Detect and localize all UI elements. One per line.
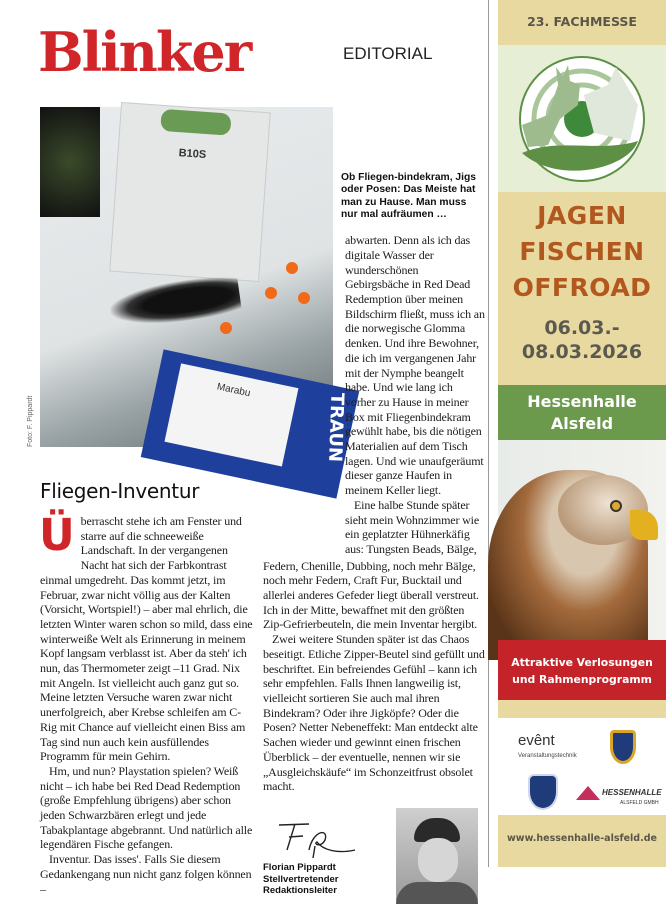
section-label: EDITORIAL [343,44,433,63]
author-signature-row [263,808,478,901]
author-portrait [396,808,478,901]
paragraph: Eine halbe Stunde später sieht mein Wohnzimmer wie ein geplatzter Hühnerkäfig aus: Tungsten Beads, Bälge, [345,497,480,556]
paragraph: Inventur. Das isses'. Falls Sie diesem Gedankengang nun nicht ganz folgen können – [40,852,252,896]
sponsor-hessenhalle: HESSENHALLE [602,788,662,797]
sponsor-logos [498,718,666,815]
author-role: Redaktionsleiter [263,885,337,897]
dark-material [40,107,100,217]
magazine-logo: Blinker [38,20,251,84]
pack-label: B10S [178,147,207,162]
article-column-left [39,510,254,896]
drop-cap: Ü [39,510,75,561]
promo-line: Attraktive Verlosungen [511,656,653,669]
paragraph: abwarten. Denn als ich das digitale Wasser der wunderschönen Gebirgsbäche in Red Dead Redemption über meinen Bildschirm fließt, muss ich an die norwegische Glomma denken. Und ihre Bewohner, die ich im vergangenen Jahr mit der Nymphe beangelt habe. Und wie lang ich vorher zu Hause in meiner Box mit Fliegenbindekram gewühlt habe, bis die nötigen Materialien auf dem Tisch lagen. Und wie unaufgeräumt dieser ganze Haufen in meinem Keller liegt. [345,233,485,498]
article-column-right-top [345,233,485,556]
bag-text: Marabu [215,381,252,400]
signature-block [263,820,357,897]
fair-logo-area [498,45,666,192]
shirt [396,882,478,904]
article-headline: Fliegen-Inventur [40,479,200,503]
paragraph: Hm, und nun? Playstation spielen? Weiß nicht – ich habe bei Red Dead Redemption (große Empfehlung übrigens) aber schon jeden Schwarzbären erlegt und jede Tabakplantage abgebrannt. Und natürlich alle legendären Fische gefangen. [40,763,253,852]
brand-badge [160,109,231,136]
venue-city: Alsfeld [550,414,614,433]
venue-band [498,385,666,440]
paragraph: Zwei weitere Stunden später ist das Chaos beseitigt. Etliche Zipper-Beutel sind gefüllt und beschriftet. Ein befreiendes Gefühl – kann ich sehr empfehlen. Falls Ihnen langweilig ist, vielleicht sortieren Sie auch mal ihren Bindekram? Oder ihre Jigköpfe? Oder die Posen? Netter Nebeneffekt: Man entdeckt alte Sachen wieder und gewinnt einen frischen Überblick – der eventuelle, nennen wir sie „Ausgleichskäufe“ im Schonzeitfrust obsolet macht. [263,632,485,794]
theme-fishing: FISCHEN [519,237,645,266]
sponsor-event-logo: evênt [518,732,555,749]
signature [277,820,357,860]
bead [220,322,232,334]
hook-pack [109,102,270,282]
author-name: Florian Pippardt [263,861,336,873]
promo-line: und Rahmenprogramm [512,673,652,686]
hessenhalle-logo-icon [576,786,600,800]
fair-website-link[interactable]: www.hessenhalle-alsfeld.de [507,833,657,844]
article-column-right-bottom [263,559,485,794]
bag-brand: TRAUN [324,392,348,463]
paragraph: berrascht stehe ich am Fenster und starre auf die schneeweiße Landschaft. In der vergangenen Nacht hat sich der Farbkontrast einmal umgedreht. Das kommt jetzt, im Februar, zwar nicht völlig aus der Kalten (Vorsicht, Wortspiel!) – aber mal ehrlich, die letzten Winter waren schon so mild, dass eine winterweiße Welt als Erinnerung in meinem Kopf langsam verblasst ist. Aber da steh' ich nun, das Thermometer zeigt –11 Grad. Nix mit Angeln. Ist vielleicht auch ganz gut so. Meine letzten Versuche waren zwar nicht unerfolgreich, aber Krebse schleifen am C-Rig mit Chance auf vielleicht einen Biss am Tag sind nun auch kein ausfüllendes Programm für mein Gehirn. [40,514,253,764]
sponsor-hessenhalle-sub: ALSFELD GMBH [620,800,659,806]
theme-hunting: JAGEN [537,201,627,230]
fishing-association-crest-icon [528,774,558,810]
article-column-right [263,172,485,901]
theme-offroad: OFFROAD [512,273,652,302]
fair-themes [498,198,666,306]
hunting-association-crest-icon [610,730,636,764]
promo-band [498,640,666,700]
author-block [263,862,357,897]
author-role: Stellvertretender [263,873,339,885]
fair-dates [498,316,666,364]
start-date: 06.03.- [544,317,620,339]
deer-dog-target-logo [498,45,666,192]
fair-advertisement[interactable] [498,0,666,867]
eagle-photo [498,440,666,640]
photo-credit: Foto: F. Pippardt [27,395,34,447]
venue-name: Hessenhalle [527,392,637,411]
photo-caption: Ob Fliegen-bindekram, Jigs oder Posen: Das Meiste hat man zu Hause. Man muss nur mal aufräumen … [341,172,477,220]
eagle-eye [610,500,622,512]
eagle-beak [630,510,658,540]
fair-edition: 23. FACHMESSE [527,14,637,29]
end-date: 08.03.2026 [521,341,643,363]
sponsor-event-sub: Veranstaltungstechnik [518,753,577,759]
face [418,838,458,882]
paragraph: Federn, Chenille, Dubbing, noch mehr Bälge, noch mehr Federn, Craft Fur, Bucktail und allerlei anderes Gefeder liegt überall verstreut. Ich in der Mitte, bewaffnet mit den größten Zip-Gefrierbeuteln, die mein Inventar hergibt. [263,558,479,632]
column-divider [488,0,489,867]
